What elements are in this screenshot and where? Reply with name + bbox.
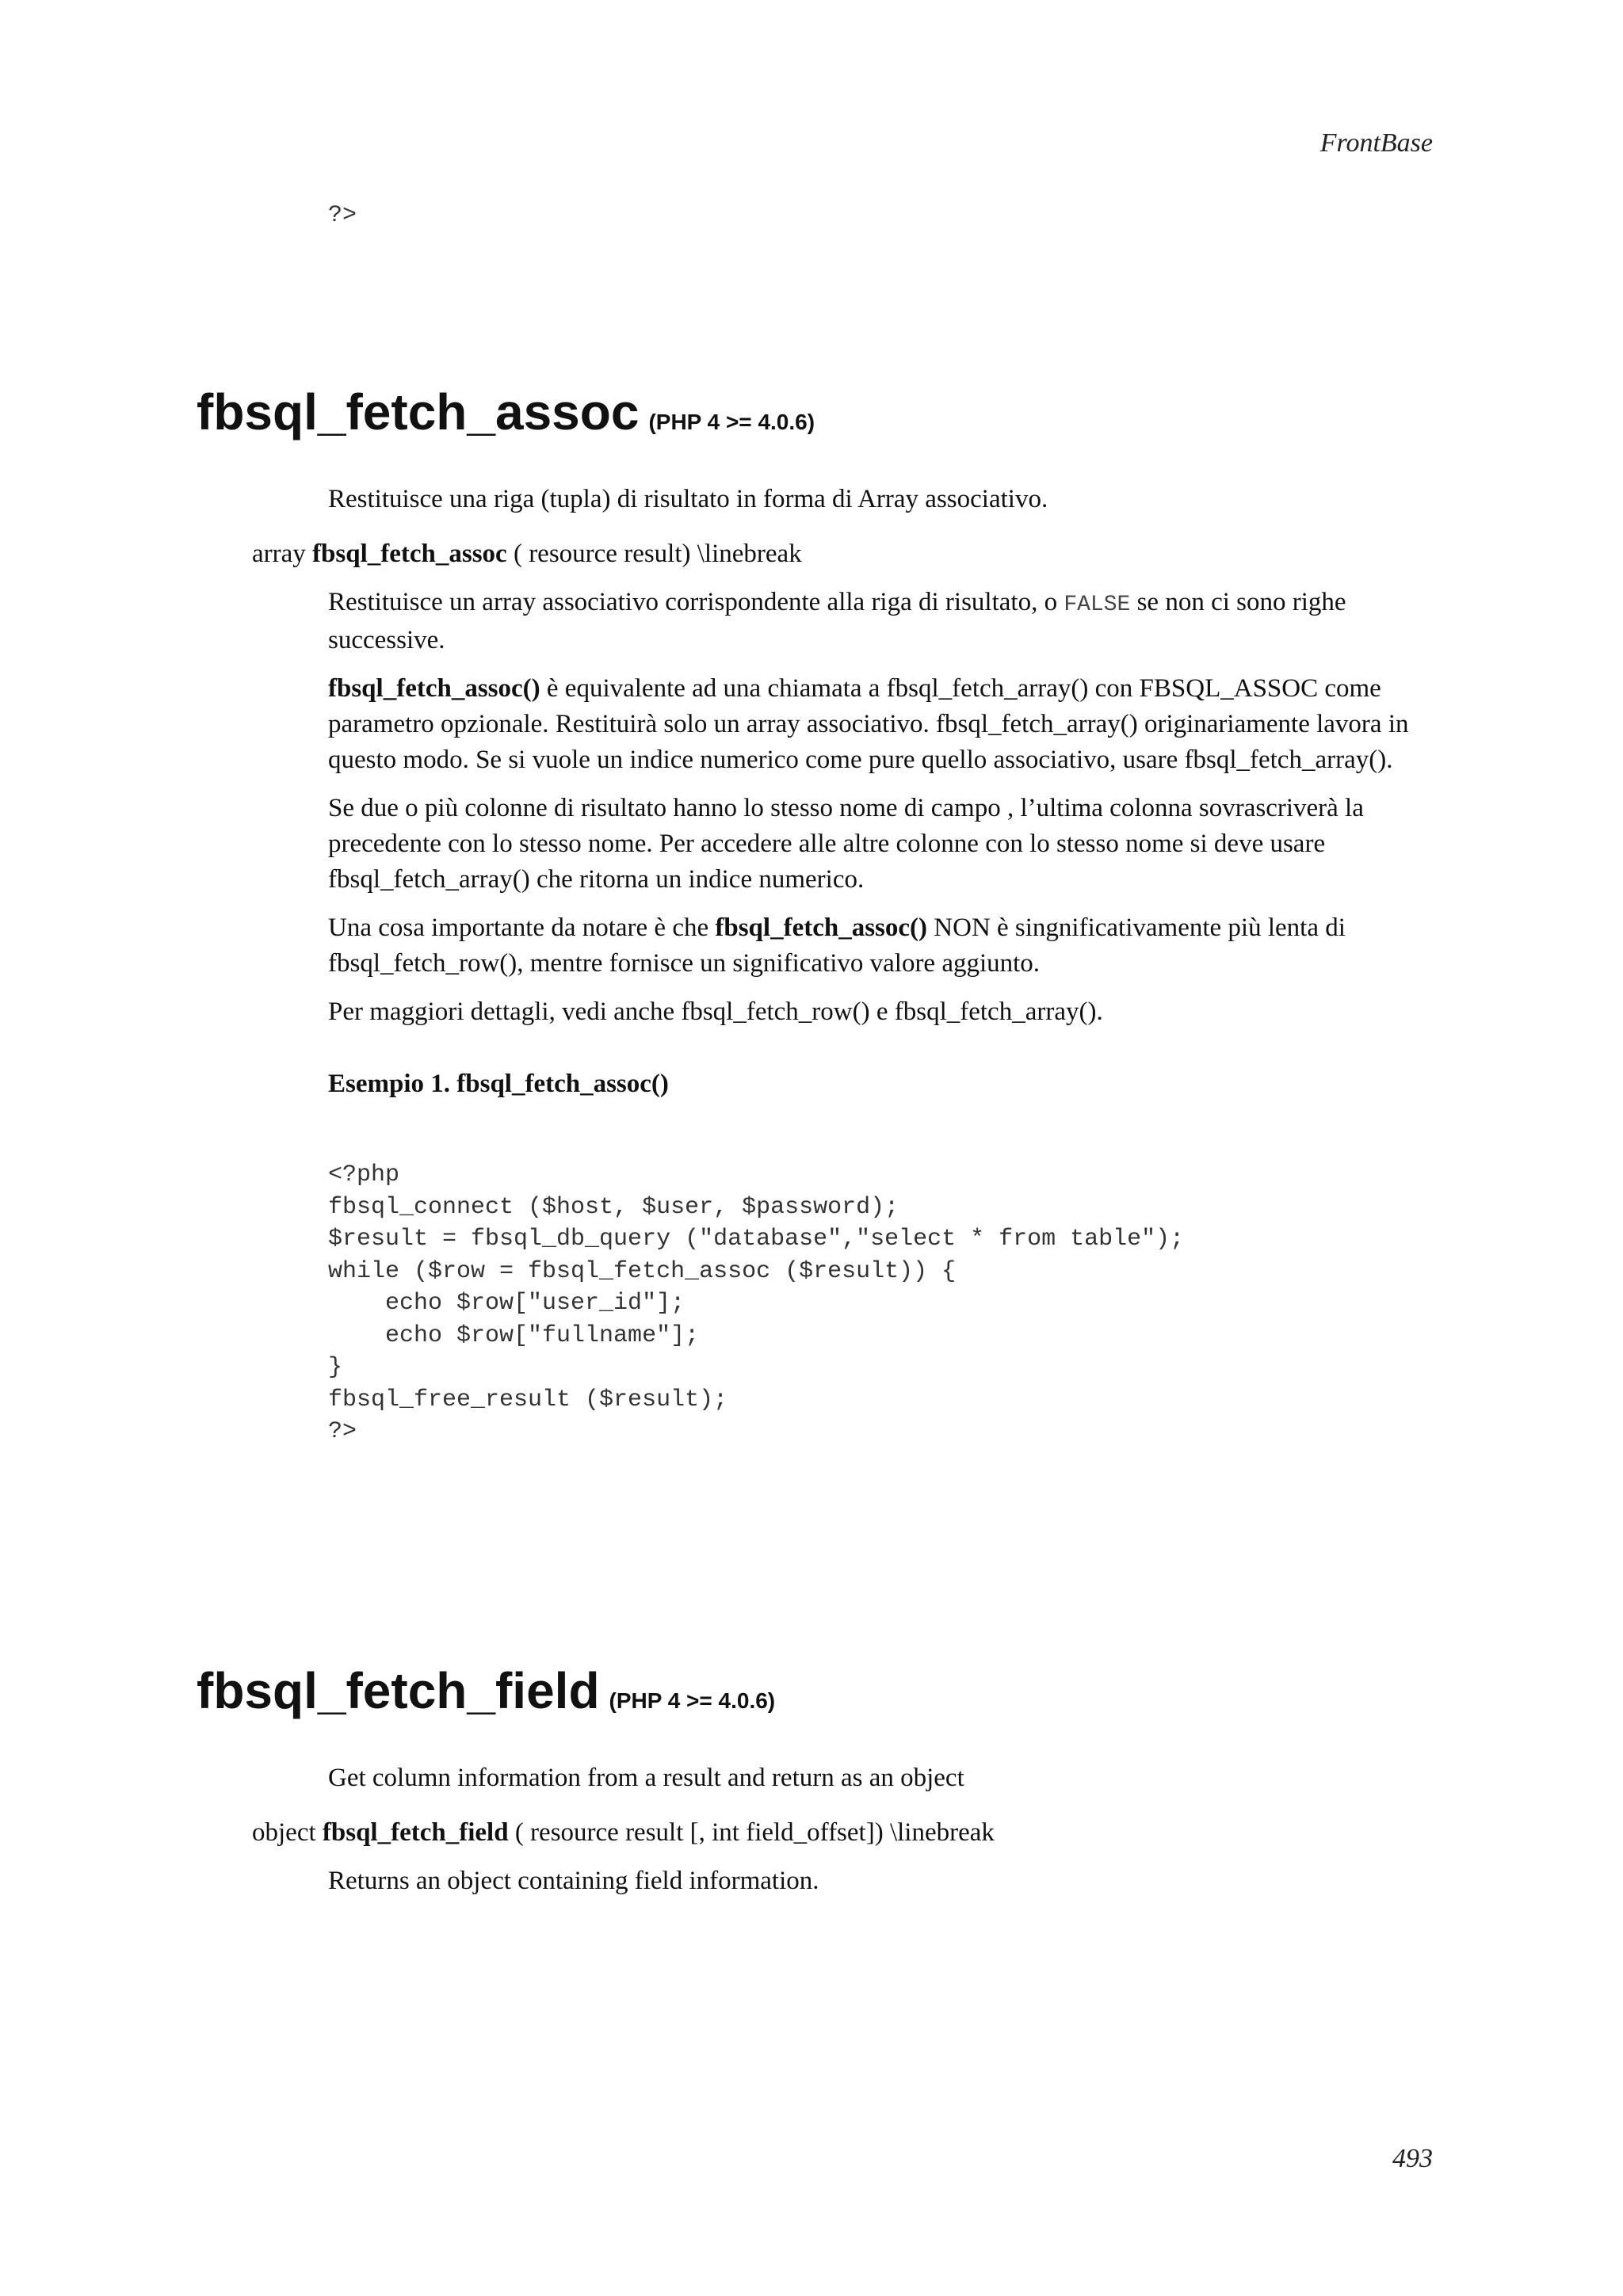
synopsis-function-name: fbsql_fetch_field — [322, 1818, 509, 1847]
running-header: FrontBase — [1319, 128, 1433, 158]
description-paragraph: Per maggiori dettagli, vedi anche fbsql_fetch_row() e fbsql_fetch_array(). — [328, 997, 1103, 1026]
description — [328, 585, 1433, 1030]
description-paragraph: Se due o più colonne di risultato hanno lo stesso nome di campo , l’ultima colonna sovrascriverà la precedente con lo stesso nome. Per accedere alle altre colonne con lo stesso nome si deve usare fbsql_fetch_array() che ritorna un indice numerico. — [328, 794, 1364, 894]
function-reference: fbsql_fetch_assoc() — [328, 674, 540, 703]
section-fbsql-fetch-assoc — [197, 383, 1433, 1448]
page-number: 493 — [1392, 2144, 1433, 2173]
description-paragraph — [328, 910, 1433, 982]
return-type: array — [252, 540, 306, 568]
false-literal: FALSE — [1064, 593, 1131, 617]
function-heading — [197, 1662, 1433, 1719]
function-heading — [197, 383, 1433, 441]
function-synopsis — [252, 1815, 1433, 1851]
text-run: è equivalente ad una chiamata a fbsql_fetch_array() con FBSQL_ASSOC come parametro opzionale. Restituirà solo un array associativo. fbsql_fetch_array() originariamente lavora in questo modo. Se si vuole un indice numerico come pure quello associativo, usare fbsql_fetch_array(). — [328, 674, 1409, 774]
return-type: object — [252, 1818, 316, 1847]
text-run: Una cosa importante da notare è che — [328, 913, 716, 942]
example-title: Esempio 1. fbsql_fetch_assoc() — [328, 1070, 669, 1098]
description — [328, 1863, 1433, 1899]
function-synopsis — [252, 536, 1433, 572]
section-fbsql-fetch-field — [197, 1662, 1433, 1899]
example-code: <?php fbsql_connect ($host, $user, $password); $result = fbsql_db_query ("database","select * from table"); while ($row = fbsql_fetch_assoc ($result)) { echo $row["user_id"]; echo $row["fullname"]; } fbsql_free_result ($result); ?> — [328, 1161, 1185, 1445]
synopsis-params: ( resource result [, int field_offset]) \linebreak — [514, 1818, 995, 1847]
text-run: NON è singnificativamente più lenta di fbsql_fetch_row(), mentre fornisce un significativo valore aggiunto. — [328, 913, 1346, 978]
text-run: se non ci sono righe successive. — [328, 588, 1346, 654]
description-paragraph — [328, 585, 1433, 658]
function-purpose: Get column information from a result and return as an object — [328, 1764, 964, 1792]
synopsis-params: ( resource result) \linebreak — [513, 540, 802, 568]
function-name: fbsql_fetch_field — [197, 1662, 600, 1719]
php-version: (PHP 4 >= 4.0.6) — [648, 410, 815, 434]
function-name: fbsql_fetch_assoc — [197, 383, 640, 441]
function-reference: fbsql_fetch_assoc() — [715, 913, 928, 942]
text-run: Restituisce un array associativo corrispondente alla riga di risultato, o — [328, 588, 1064, 616]
description-paragraph: Returns an object containing field information. — [328, 1867, 819, 1895]
function-purpose: Restituisce una riga (tupla) di risultato in forma di Array associativo. — [328, 485, 1048, 513]
description-paragraph — [328, 671, 1433, 778]
synopsis-function-name: fbsql_fetch_assoc — [312, 540, 507, 568]
code-fragment-top: ?> — [328, 202, 357, 229]
php-version: (PHP 4 >= 4.0.6) — [609, 1688, 776, 1713]
